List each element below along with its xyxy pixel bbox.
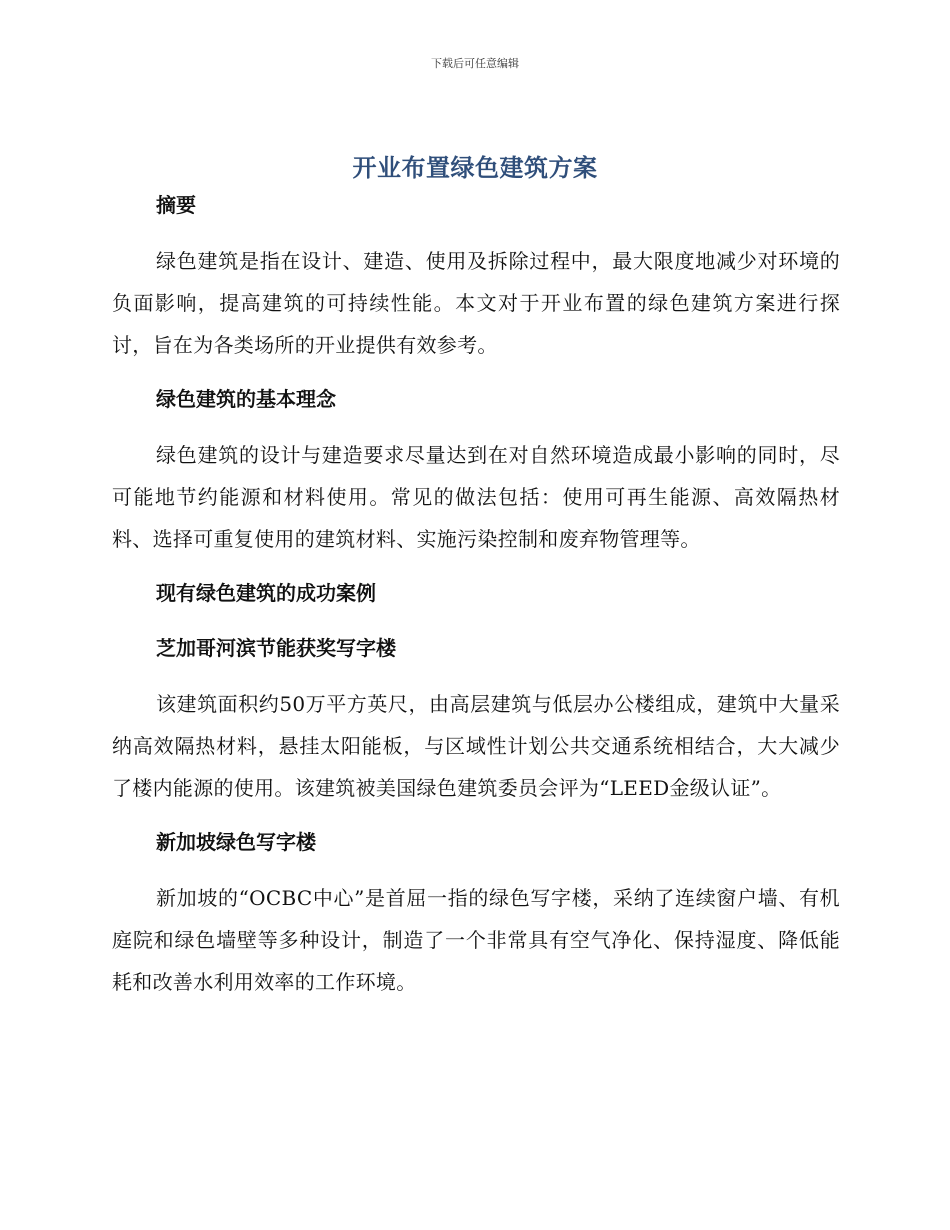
section-paragraph-concept: 绿色建筑的设计与建造要求尽量达到在对自然环境造成最小影响的同时，尽可能地节约能源和材料使用。常见的做法包括：使用可再生能源、高效隔热材料、选择可重复使用的建筑材料、实施污染控制和废弃物管理等。 bbox=[112, 443, 840, 551]
section-paragraph-abstract: 绿色建筑是指在设计、建造、使用及拆除过程中，最大限度地减少对环境的负面影响，提高建筑的可持续性能。本文对于开业布置的绿色建筑方案进行探讨，旨在为各类场所的开业提供有效参考。 bbox=[112, 249, 840, 357]
header-note: 下载后可任意编辑 bbox=[431, 57, 519, 70]
section-heading-singapore: 新加坡绿色写字楼 bbox=[156, 830, 316, 854]
document-title: 开业布置绿色建筑方案 bbox=[352, 154, 598, 182]
section-paragraph-chicago: 该建筑面积约50万平方英尺，由高层建筑与低层办公楼组成，建筑中大量采纳高效隔热材料，悬挂太阳能板，与区域性计划公共交通系统相结合，大大减少了楼内能源的使用。该建筑被美国绿色建筑委员会评为“LEED金级认证”。 bbox=[112, 692, 840, 800]
section-heading-chicago: 芝加哥河滨节能获奖写字楼 bbox=[156, 636, 396, 660]
document-body bbox=[112, 188, 840, 1003]
section-heading-abstract: 摘要 bbox=[156, 193, 196, 217]
section-heading-concept: 绿色建筑的基本理念 bbox=[156, 387, 336, 411]
section-paragraph-singapore: 新加坡的“OCBC中心”是首屈一指的绿色写字楼，采纳了连续窗户墙、有机庭院和绿色墙壁等多种设计，制造了一个非常具有空气净化、保持湿度、降低能耗和改善水利用效率的工作环境。 bbox=[112, 886, 840, 994]
section-heading-cases: 现有绿色建筑的成功案例 bbox=[156, 581, 376, 605]
